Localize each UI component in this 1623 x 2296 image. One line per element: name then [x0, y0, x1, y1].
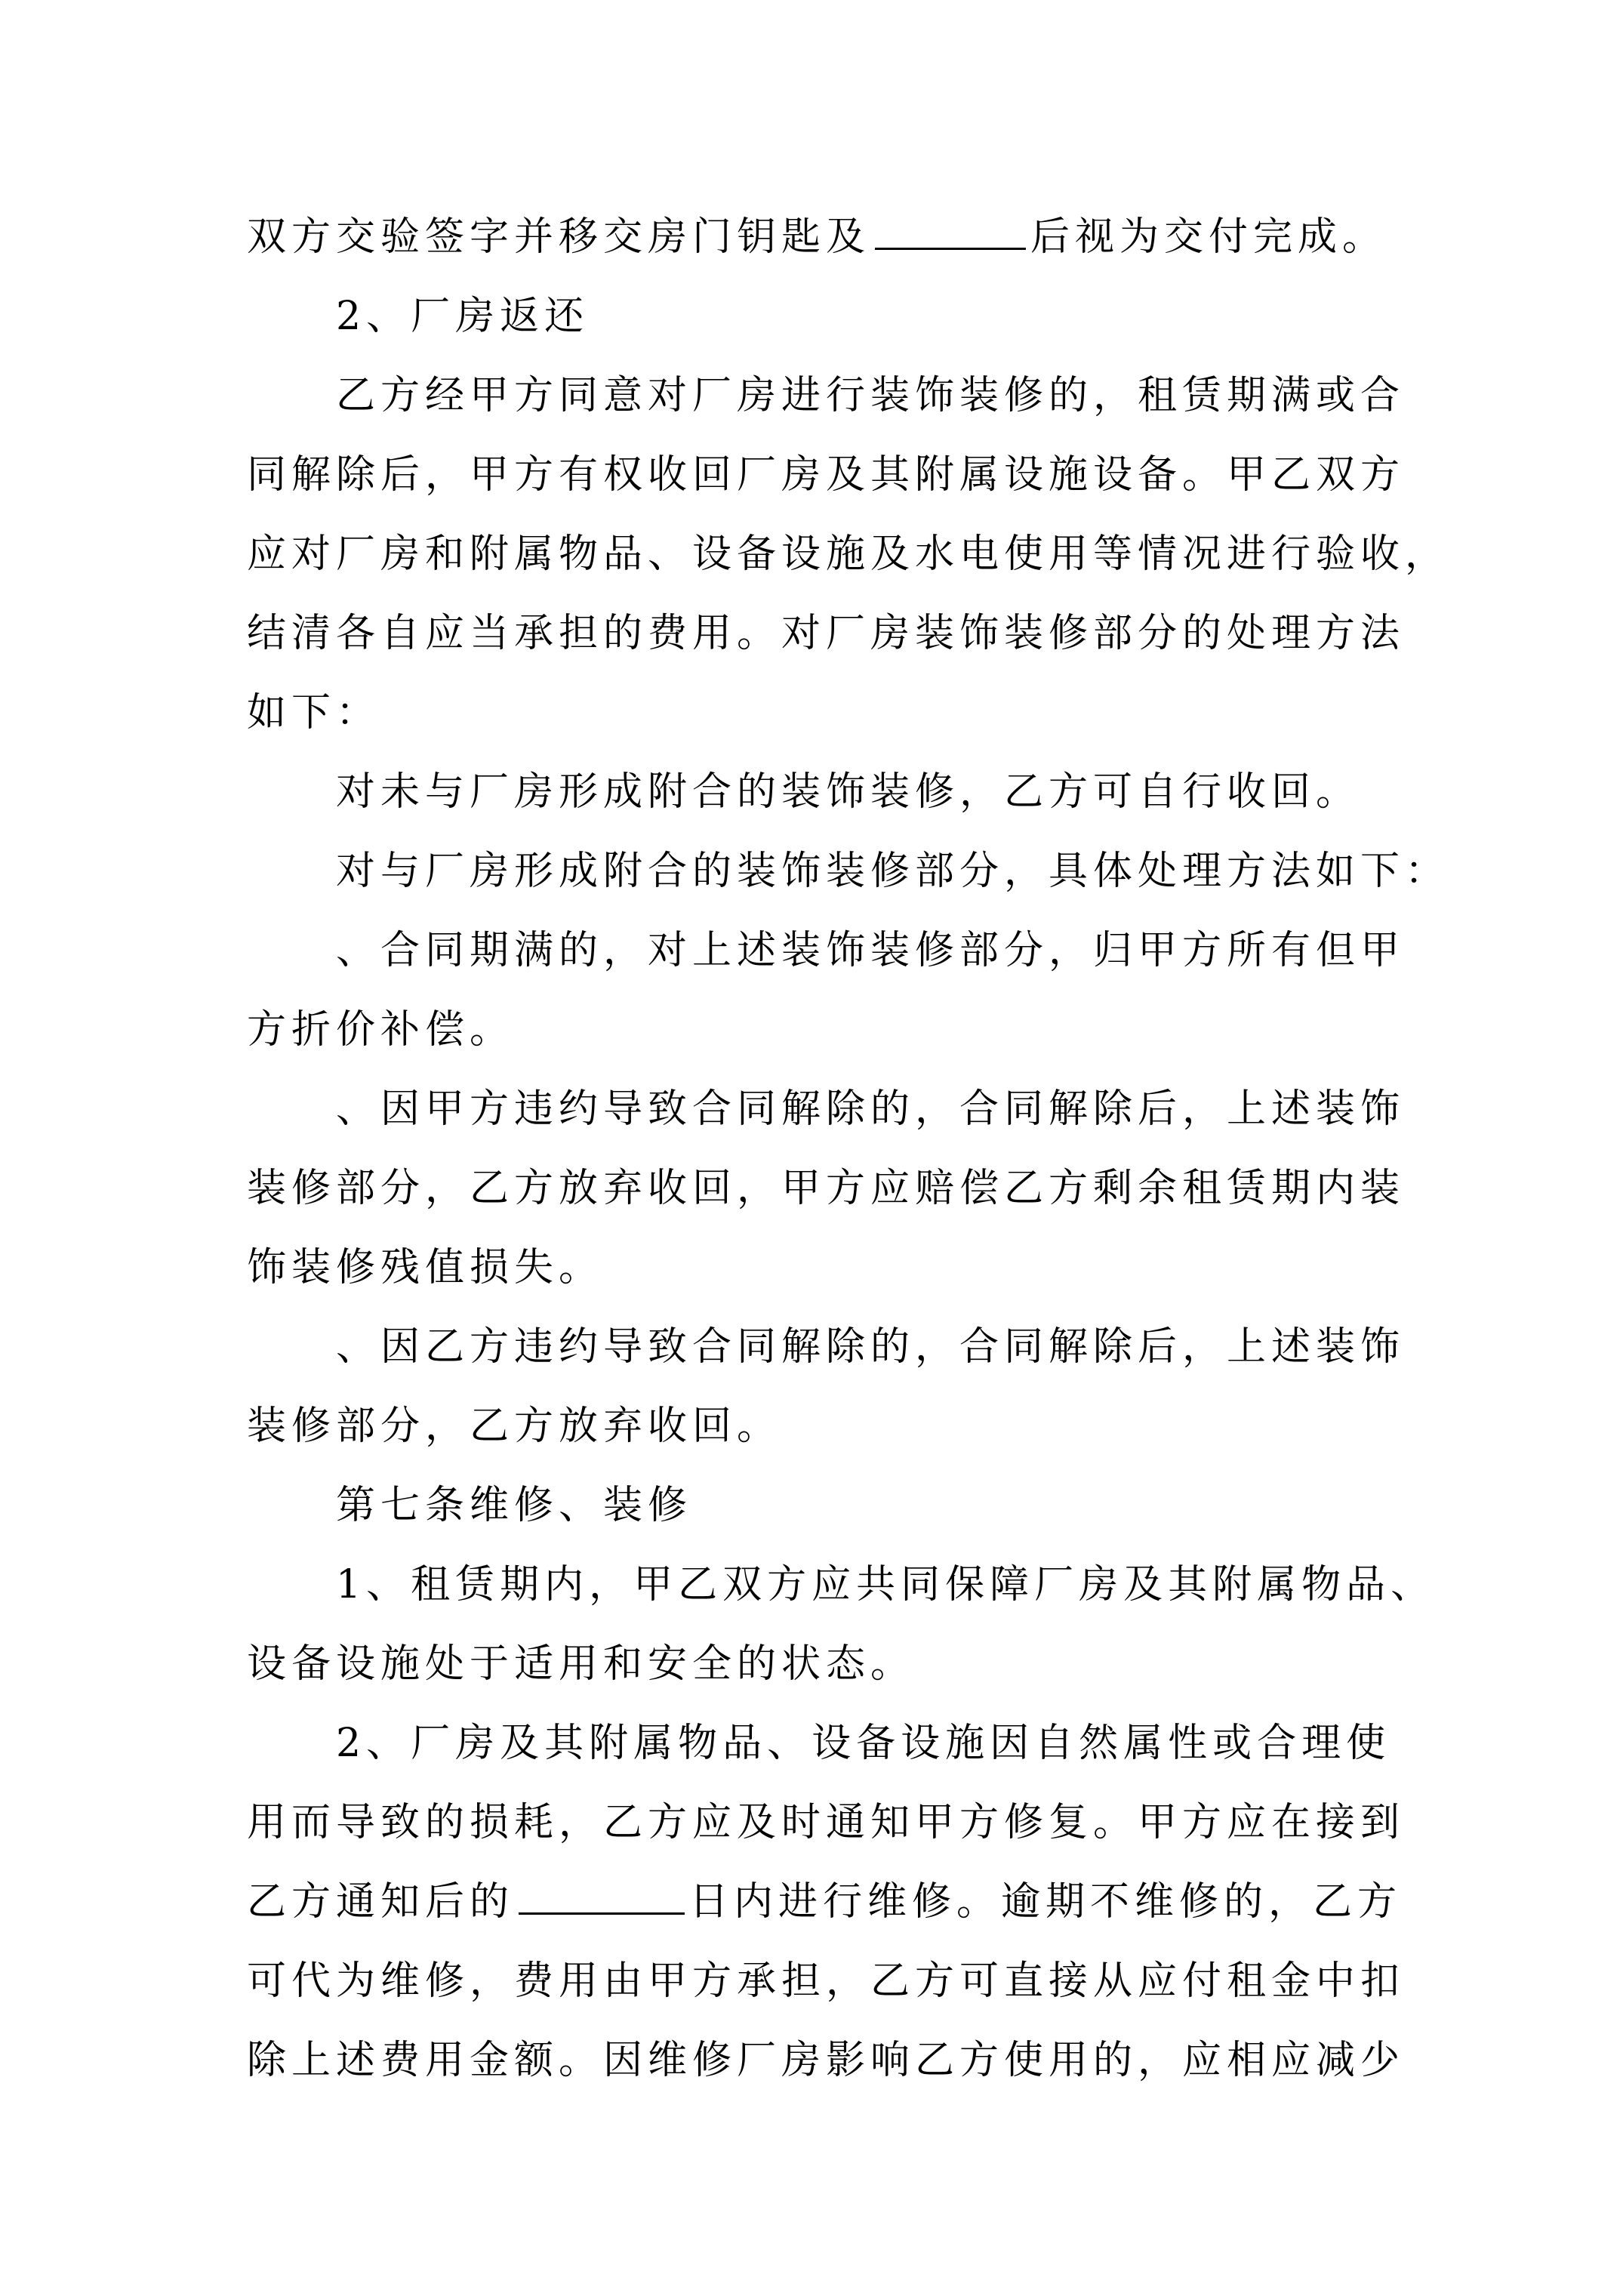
text-line-1: [247, 198, 1394, 277]
paragraph-line: 乙方经甲方同意对厂房进行装饰装修的，租赁期满或合: [336, 373, 1406, 418]
paragraph-line: 除上述费用金额。因维修厂房影响乙方使用的，应相应减少: [247, 2038, 1406, 2083]
list-item-line: 装修部分，乙方放弃收回，甲方应赔偿乙方剩余租赁期内装: [247, 1166, 1406, 1211]
list-item-line: 、因甲方违约导致合同解除的，合同解除后，上述装饰: [336, 1086, 1406, 1132]
text-line-with-blank: [247, 1863, 1403, 1942]
paragraph-line: 可代为维修，费用由甲方承担，乙方可直接从应付租金中扣: [247, 1959, 1406, 2004]
list-item-line: 、因乙方违约导致合同解除的，合同解除后，上述装饰: [336, 1324, 1406, 1370]
text-span: 双方交验签字并移交房门钥匙及: [247, 214, 871, 260]
paragraph-line: 结清各自应当承担的费用。对厂房装饰装修部分的处理方法: [247, 611, 1406, 656]
paragraph-line: 对与厂房形成附合的装饰装修部分，具体处理方法如下：: [336, 849, 1450, 894]
paragraph-line: 用而导致的损耗，乙方应及时通知甲方修复。甲方应在接到: [247, 1800, 1406, 1845]
list-item-line: 方折价补偿。: [247, 1007, 515, 1052]
list-item-line: 饰装修残值损失。: [247, 1245, 604, 1290]
text-span: 后视为交付完成。: [1030, 214, 1387, 260]
document-body: [247, 198, 1450, 2100]
paragraph-line: 对未与厂房形成附合的装饰装修，乙方可自行收回。: [336, 769, 1361, 815]
fill-in-blank: [875, 202, 1026, 250]
section-heading-article-7: 第七条维修、装修: [336, 1483, 693, 1528]
fill-in-blank: [519, 1867, 685, 1915]
paragraph-line: 如下：: [247, 690, 381, 735]
paragraph-line: 设备设施处于适用和安全的状态。: [247, 1641, 916, 1687]
paragraph-line: 同解除后，甲方有权收回厂房及其附属设施设备。甲乙双方: [247, 452, 1406, 498]
paragraph-line: 2、厂房及其附属物品、设备设施因自然属性或合理使: [336, 1721, 1391, 1766]
list-item-line: 、合同期满的，对上述装饰装修部分，归甲方所有但甲: [336, 928, 1406, 973]
paragraph-line: 应对厂房和附属物品、设备设施及水电使用等情况进行验收，: [247, 532, 1450, 577]
text-span: 乙方通知后的: [247, 1879, 515, 1925]
section-heading-return: 2、厂房返还: [336, 294, 590, 339]
list-item-line: 装修部分，乙方放弃收回。: [247, 1404, 782, 1449]
text-span: 日内进行维修。逾期不维修的，乙方: [689, 1879, 1403, 1925]
paragraph-line: 1、租赁期内，甲乙双方应共同保障厂房及其附属物品、: [336, 1562, 1436, 1607]
